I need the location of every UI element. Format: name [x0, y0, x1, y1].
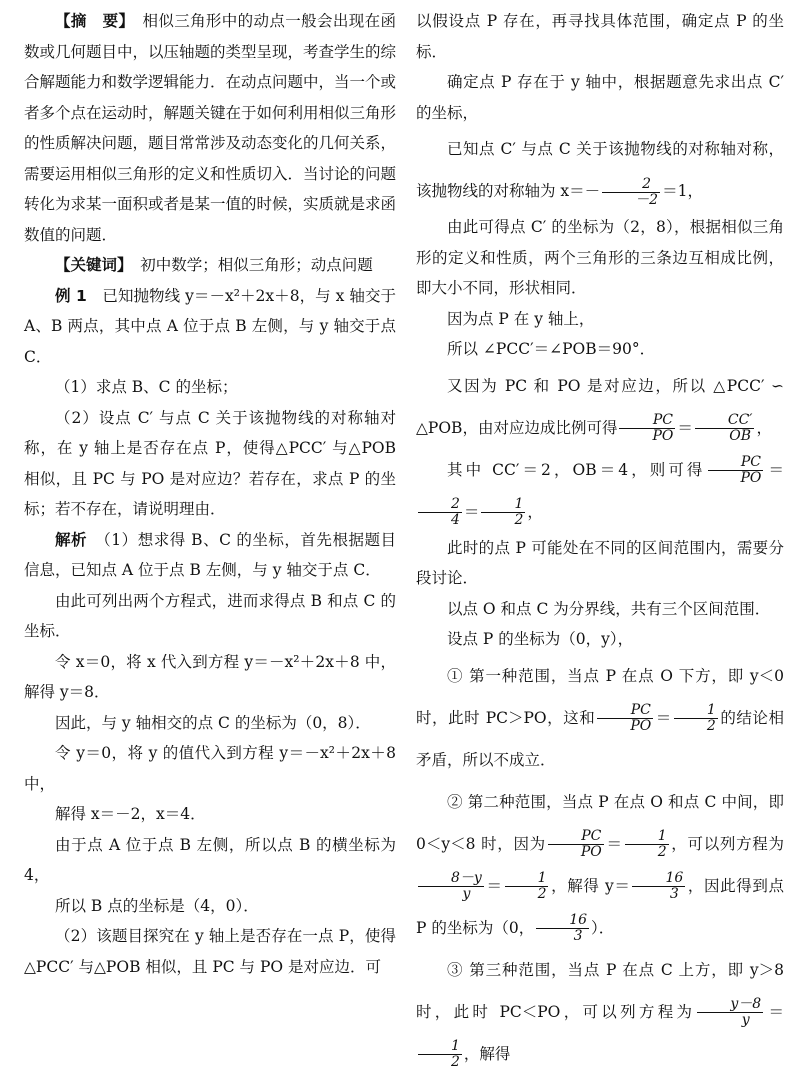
ratio-1-2-num: 1: [481, 497, 525, 513]
case-2-fraction-num: PC: [548, 829, 604, 845]
ratio-fraction-2-den: OB: [729, 428, 752, 444]
ratio-2-4-den: 4: [451, 512, 460, 528]
case-2-text-b: ，解得 y＝: [550, 876, 631, 895]
solution-1: [24, 525, 396, 586]
case-2-half-num: 1: [625, 829, 669, 845]
right-para-14: [416, 949, 784, 1075]
keywords: [24, 250, 396, 281]
case-3-equation-num: y－8: [697, 997, 763, 1013]
ratio-1-2-den: 2: [514, 512, 524, 528]
example-text: 已知抛物线 y＝－x²＋2x＋8，与 x 轴交于 A、B 两点，其中点 A 位于点 B 左侧，与 y 轴交于点 C．: [24, 286, 396, 366]
case-1-text: ① 第一种范围，当点 P 在点 O 下方，即 y＜0 时，此时 PC＞PO，这和: [416, 666, 784, 727]
ratio-text: 其中 CC′＝2，OB＝4，则可得: [447, 460, 706, 479]
ratio-fraction-1: [619, 413, 675, 443]
solution-9: （2）该题目探究在 y 轴上是否存在一点 P，使得△PCC′ 与△POB 相似，且 PC 与 PO 是对应边．可: [24, 927, 396, 976]
case-3-equation: [697, 997, 763, 1027]
case-1-fraction-den: PO: [630, 718, 652, 734]
left-column: [24, 6, 396, 982]
axis-fraction-num: 2: [602, 177, 660, 193]
ratio-1-2: [481, 497, 525, 527]
case-2-text-mid: ，可以列方程为: [670, 834, 784, 853]
case-1-text-end: 的结论相矛盾，所以不成立．: [416, 708, 784, 769]
solution-5: 令 y＝0，将 y 的值代入到方程 y＝－x²＋2x＋8 中，: [24, 744, 396, 793]
ratio-fraction-2-num: CC′: [695, 413, 755, 429]
case-2-coord-num: 16: [536, 913, 589, 929]
right-para-12: [416, 655, 784, 781]
equals-sign-2: ＝: [765, 460, 784, 479]
example-1: [24, 281, 396, 373]
keywords-text: 初中数学；相似三角形；动点问题: [140, 256, 373, 274]
similar-text: 又因为 PC 和 PO 是对应边，所以 △PCC′ ∽ △POB，由对应边成比例可得: [416, 376, 784, 437]
ratio-2-4-num: 2: [418, 497, 462, 513]
case-2-coord: [536, 913, 589, 943]
equals-sign-3: ＝: [463, 502, 480, 521]
ratio-2-4: [418, 497, 462, 527]
equals-sign-7: ＝: [765, 1002, 784, 1021]
equals-sign-5: ＝: [605, 834, 623, 853]
abstract-text: 相似三角形中的动点一般会出现在函数或几何题目中，以压轴题的类型呈现，考查学生的综合解题能力和数学逻辑能力．在动点问题中，当一个或者多个点在运动时，解题关键在于如何利用相似三角形的性质解决问题，题目常常涉及动态变化的几何关系，需要运用相似三角形的定义和性质切入．当讨论的问题转化为求某一面积或者是某一值的时候，实质就是求函数值的问题．: [24, 12, 397, 244]
example-label: 例 1: [55, 286, 87, 305]
case-2-y-value: [632, 871, 685, 901]
case-2-eq-half-den: 2: [537, 886, 547, 902]
case-3-text-end: ，解得: [463, 1044, 511, 1063]
case-1-half: [674, 703, 718, 733]
ratio-pc-po-den: PO: [740, 470, 762, 486]
axis-text: 已知点 C′ 与点 C 关于该抛物线的对称轴对称，该抛物线的对称轴为 x＝－: [416, 140, 784, 200]
equals-sign-6: ＝: [485, 876, 503, 895]
equals-sign-4: ＝: [655, 708, 672, 727]
axis-fraction-den: －2: [635, 191, 659, 208]
case-1-half-den: 2: [706, 718, 716, 734]
case-2-half: [625, 829, 669, 859]
right-para-5: 因为点 P 在 y 轴上，: [447, 309, 595, 328]
right-para-7: [416, 365, 784, 449]
case-1-fraction-num: PC: [597, 703, 653, 719]
case-2-equation: [418, 871, 484, 901]
right-para-2: 确定点 P 存在于 y 轴中，根据题意先求出点 C′ 的坐标，: [416, 73, 784, 122]
case-2-y-value-num: 16: [632, 871, 685, 887]
right-para-9: 此时的点 P 可能处在不同的区间范围内，需要分段讨论．: [416, 538, 784, 587]
ratio-fraction-2: [695, 413, 755, 443]
case-2-half-den: 2: [657, 844, 667, 860]
ratio-fraction-1-num: PC: [619, 413, 675, 429]
solution-2: 由此可列出两个方程式，进而求得点 B 和点 C 的坐标．: [24, 591, 396, 640]
case-3-half: [418, 1039, 462, 1069]
ratio-text-end: ，: [527, 502, 543, 521]
right-para-8: [416, 449, 784, 533]
case-2-fraction-den: PO: [580, 844, 602, 860]
case-3-half-den: 2: [451, 1054, 460, 1070]
case-2-y-value-den: 3: [669, 886, 679, 902]
case-2-coord-den: 3: [573, 928, 583, 944]
similar-text-end: ，: [756, 418, 772, 437]
solution-text: （1）想求得 B、C 的坐标，首先根据题目信息，已知点 A 位于点 B 左侧，与 y 轴交于点 C．: [24, 530, 396, 579]
case-2-text-c: ，因此得到点 P 的坐标为（0，: [416, 876, 784, 937]
case-2-equation-num: 8－y: [418, 871, 484, 887]
ratio-pc-po: [708, 455, 764, 485]
right-para-11: 设点 P 的坐标为（0，y），: [447, 630, 634, 648]
right-para-4: 由此可得点 C′ 的坐标为（2，8），根据相似三角形的定义和性质，两个三角形的三条边互相成比例，即大小不同，形状相同．: [416, 218, 784, 297]
solution-8: 所以 B 点的坐标是（4，0）．: [55, 896, 259, 915]
solution-4: 因此，与 y 轴相交的点 C 的坐标为（0，8）．: [55, 713, 371, 732]
right-para-10: 以点 O 和点 C 为分界线，共有三个区间范围．: [447, 599, 771, 618]
case-3-text: ③ 第三种范围，当点 P 在点 C 上方，即 y＞8 时，此时 PC＜PO，可以列方程为: [416, 960, 784, 1021]
solution-6: 解得 x＝－2，x＝4．: [55, 805, 206, 823]
ratio-fraction-1-den: PO: [652, 428, 674, 444]
case-2-equation-den: y: [462, 886, 471, 902]
ratio-pc-po-num: PC: [708, 455, 764, 471]
question-2: （2）设点 C′ 与点 C 关于该抛物线的对称轴对称，在 y 轴上是否存在点 P，使得△PCC′ 与△POB 相似，且 PC 与 PO 是对应边？若存在，求点 P 的坐标；若不存在，请说明理由．: [24, 408, 396, 518]
right-para-13: [416, 781, 784, 949]
right-para-1: 以假设点 P 存在，再寻找具体范围，确定点 P 的坐标．: [416, 12, 784, 61]
case-3-equation-den: y: [741, 1012, 750, 1028]
question-1: （1）求点 B、C 的坐标；: [55, 378, 238, 396]
abstract: [24, 6, 396, 250]
case-2-fraction: [548, 829, 604, 859]
right-column: [416, 6, 784, 1075]
case-2-text: ② 第二种范围，当点 P 在点 O 和点 C 中间，即 0＜y＜8 时，因为: [416, 792, 784, 853]
right-para-3: [416, 128, 784, 212]
right-para-6: 所以 ∠PCC′＝∠POB＝90°．: [447, 340, 656, 358]
solution-label: 解析: [55, 530, 88, 549]
axis-text-end: ＝1，: [662, 182, 703, 200]
case-1-fraction: [597, 703, 653, 733]
case-2-eq-half: [505, 871, 549, 901]
equals-sign: ＝: [677, 418, 693, 437]
case-3-half-num: 1: [418, 1039, 462, 1055]
solution-7: 由于点 A 位于点 B 左侧，所以点 B 的横坐标为 4，: [24, 835, 396, 884]
abstract-label: 【摘 要】: [55, 12, 127, 30]
solution-3: 令 x＝0，将 x 代入到方程 y＝－x²＋2x＋8 中，解得 y＝8．: [24, 652, 396, 701]
keywords-label: 【关键词】: [55, 256, 125, 274]
case-1-half-num: 1: [674, 703, 718, 719]
case-2-text-end: ）．: [591, 918, 615, 937]
axis-fraction: [602, 177, 660, 207]
case-2-eq-half-num: 1: [505, 871, 549, 887]
